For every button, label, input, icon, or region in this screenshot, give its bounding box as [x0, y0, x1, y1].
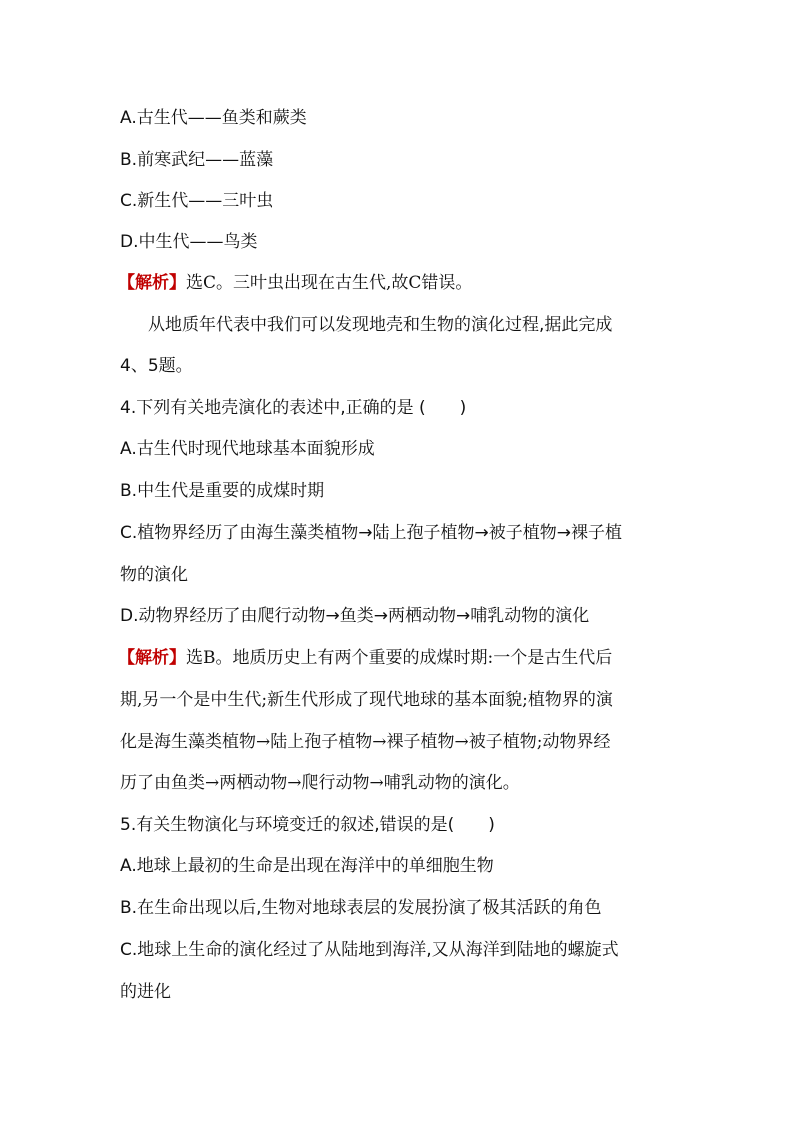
q5-option-c: C.地球上生命的演化经过了从陆地到海洋,又从海洋到陆地的螺旋式: [120, 940, 619, 960]
q4-stem: 4.下列有关地壳演化的表述中,正确的是 ( ): [120, 398, 467, 418]
q4-option-d: D.动物界经历了由爬行动物→鱼类→两栖动物→哺乳动物的演化: [120, 606, 590, 626]
intro-line-1: 从地质年代表中我们可以发现地壳和生物的演化过程,据此完成: [148, 315, 613, 335]
analysis-tag: 【解析】: [118, 648, 186, 668]
q3-option-c: C.新生代——三叶虫: [120, 191, 274, 211]
q5-option-c-cont: 的进化: [120, 982, 171, 1002]
q5-option-a: A.地球上最初的生命是出现在海洋中的单细胞生物: [120, 856, 494, 876]
q4-analysis-text-1: 选B。地质历史上有两个重要的成煤时期:一个是古生代后: [186, 648, 613, 668]
q3-option-b: B.前寒武纪——蓝藻: [120, 150, 274, 170]
q4-analysis-line-3: 化是海生藻类植物→陆上孢子植物→裸子植物→被子植物;动物界经: [120, 732, 611, 752]
q5-option-b: B.在生命出现以后,生物对地球表层的发展扮演了极其活跃的角色: [120, 898, 602, 918]
q4-analysis-line-2: 期,另一个是中生代;新生代形成了现代地球的基本面貌;植物界的演: [120, 690, 613, 710]
q5-stem: 5.有关生物演化与环境变迁的叙述,错误的是( ): [120, 815, 495, 835]
q4-option-c: C.植物界经历了由海生藻类植物→陆上孢子植物→被子植物→裸子植: [120, 523, 623, 543]
q3-option-a: A.古生代——鱼类和蕨类: [120, 108, 307, 128]
intro-line-2: 4、5题。: [120, 356, 193, 376]
q4-option-c-cont: 物的演化: [120, 565, 188, 585]
q4-option-a: A.古生代时现代地球基本面貌形成: [120, 439, 375, 459]
q4-analysis-line-4: 历了由鱼类→两栖动物→爬行动物→哺乳动物的演化。: [120, 773, 520, 793]
q4-analysis-line-1: [118, 648, 612, 668]
q3-analysis-text: 选C。三叶虫出现在古生代,故C错误。: [186, 273, 473, 293]
q3-analysis: [118, 273, 472, 293]
q3-option-d: D.中生代——鸟类: [120, 232, 258, 252]
q4-option-b: B.中生代是重要的成煤时期: [120, 481, 325, 501]
analysis-tag: 【解析】: [118, 273, 186, 293]
